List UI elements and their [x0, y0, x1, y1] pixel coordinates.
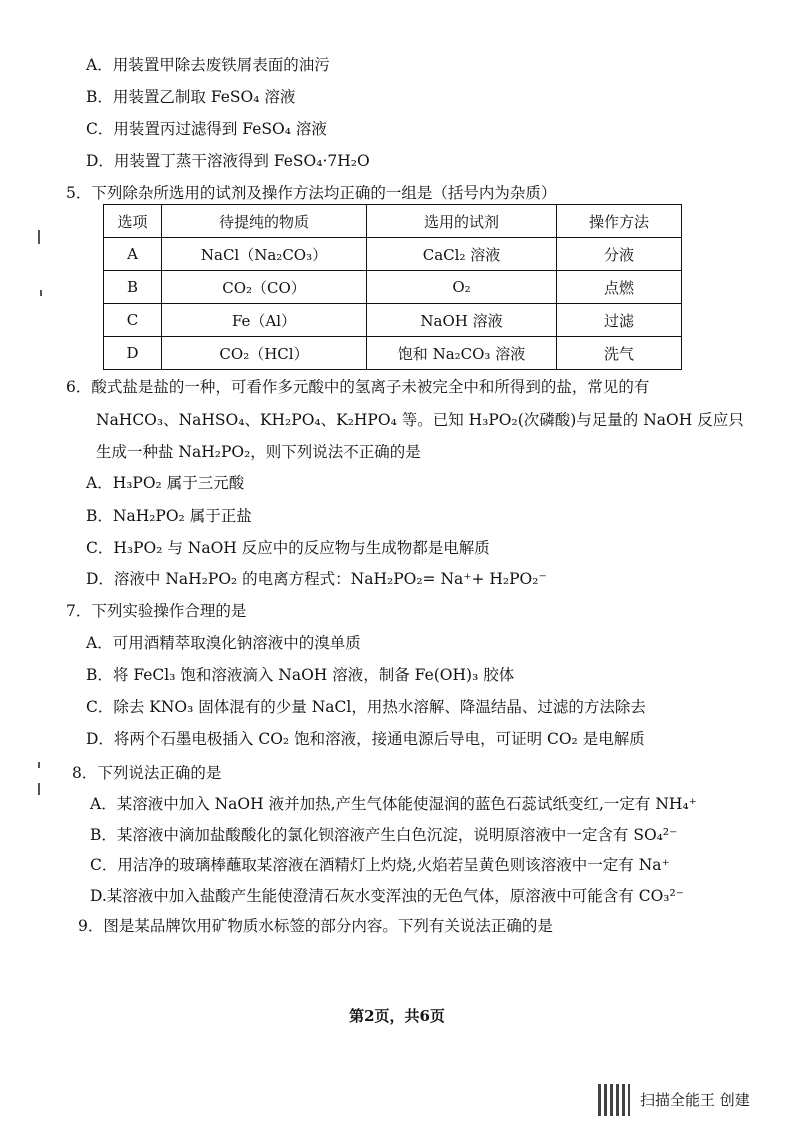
q7-option-b: B．将 FeCl₃ 饱和溶液滴入 NaOH 溶液，制备 Fe(OH)₃ 胶体 [86, 666, 515, 684]
scan-mark [38, 762, 40, 768]
qr-code-icon [598, 1084, 630, 1116]
table-cell: CO₂（HCl） [162, 337, 367, 370]
q6-option-c: C．H₃PO₂ 与 NaOH 反应中的反应物与生成物都是电解质 [86, 539, 490, 557]
table-cell: NaCl（Na₂CO₃） [162, 238, 367, 271]
header-cell: 操作方法 [557, 205, 682, 238]
q8-option-a: A．某溶液中加入 NaOH 液并加热,产生气体能使湿润的蓝色石蕊试纸变红,一定有 NH₄⁺ [90, 795, 697, 813]
table-cell: D [104, 337, 162, 370]
table-cell: Fe（Al） [162, 304, 367, 337]
q7-stem: 7．下列实验操作合理的是 [66, 602, 247, 620]
table-row [104, 238, 682, 271]
q8-option-c: C．用洁净的玻璃棒蘸取某溶液在酒精灯上灼烧,火焰若呈黄色则该溶液中一定有 Na⁺ [90, 856, 670, 874]
q6-option-b: B．NaH₂PO₂ 属于正盐 [86, 507, 252, 525]
table-cell: C [104, 304, 162, 337]
table-row [104, 337, 682, 370]
table-cell: A [104, 238, 162, 271]
page-number: 第2页，共6页 [349, 1007, 445, 1025]
table-cell: NaOH 溶液 [367, 304, 557, 337]
q5-table [103, 204, 682, 370]
table-row [104, 271, 682, 304]
q8-option-b: B．某溶液中滴加盐酸酸化的氯化钡溶液产生白色沉淀，说明原溶液中一定含有 SO₄²⁻ [90, 826, 678, 844]
q7-option-a: A．可用酒精萃取溴化钠溶液中的溴单质 [86, 634, 361, 652]
q8-stem: 8．下列说法正确的是 [72, 764, 222, 782]
q6-stem-line1: 6．酸式盐是盐的一种，可看作多元酸中的氢离子未被完全中和所得到的盐，常见的有 [66, 378, 650, 396]
q4-option-d: D．用装置丁蒸干溶液得到 FeSO₄·7H₂O [86, 152, 370, 170]
scanner-watermark: 扫描全能王 创建 [640, 1091, 750, 1109]
q4-option-b: B．用装置乙制取 FeSO₄ 溶液 [86, 88, 296, 106]
table-header-row [104, 205, 682, 238]
table-cell: CaCl₂ 溶液 [367, 238, 557, 271]
table-cell: 过滤 [557, 304, 682, 337]
header-cell: 待提纯的物质 [162, 205, 367, 238]
table-cell: 饱和 Na₂CO₃ 溶液 [367, 337, 557, 370]
table-cell: 点燃 [557, 271, 682, 304]
scan-mark [40, 290, 42, 296]
header-cell: 选用的试剂 [367, 205, 557, 238]
q6-stem-line2: NaHCO₃、NaHSO₄、KH₂PO₄、K₂HPO₄ 等。已知 H₃PO₂(次磷酸)与足量的 NaOH 反应只 [96, 411, 744, 429]
header-cell: 选项 [104, 205, 162, 238]
table-cell: O₂ [367, 271, 557, 304]
q4-option-c: C．用装置丙过滤得到 FeSO₄ 溶液 [86, 120, 327, 138]
q5-stem: 5．下列除杂所选用的试剂及操作方法均正确的一组是（括号内为杂质） [66, 184, 557, 202]
q6-option-a: A．H₃PO₂ 属于三元酸 [86, 474, 245, 492]
q7-option-c: C．除去 KNO₃ 固体混有的少量 NaCl，用热水溶解、降温结晶、过滤的方法除去 [86, 698, 646, 716]
scan-mark [38, 230, 40, 244]
table-row [104, 304, 682, 337]
table-cell: B [104, 271, 162, 304]
table-cell: 分液 [557, 238, 682, 271]
table-cell: CO₂（CO） [162, 271, 367, 304]
table-cell: 洗气 [557, 337, 682, 370]
scan-mark [38, 783, 40, 795]
q7-option-d: D．将两个石墨电极插入 CO₂ 饱和溶液，接通电源后导电，可证明 CO₂ 是电解质 [86, 730, 645, 748]
q6-stem-line3: 生成一种盐 NaH₂PO₂，则下列说法不正确的是 [96, 443, 421, 461]
q4-option-a: A．用装置甲除去废铁屑表面的油污 [86, 56, 330, 74]
q9-stem: 9．图是某品牌饮用矿物质水标签的部分内容。下列有关说法正确的是 [78, 917, 553, 935]
q6-option-d: D．溶液中 NaH₂PO₂ 的电离方程式：NaH₂PO₂= Na⁺+ H₂PO₂⁻ [86, 570, 547, 588]
q8-option-d: D.某溶液中加入盐酸产生能使澄清石灰水变浑浊的无色气体，原溶液中可能含有 CO₃²⁻ [90, 887, 684, 905]
